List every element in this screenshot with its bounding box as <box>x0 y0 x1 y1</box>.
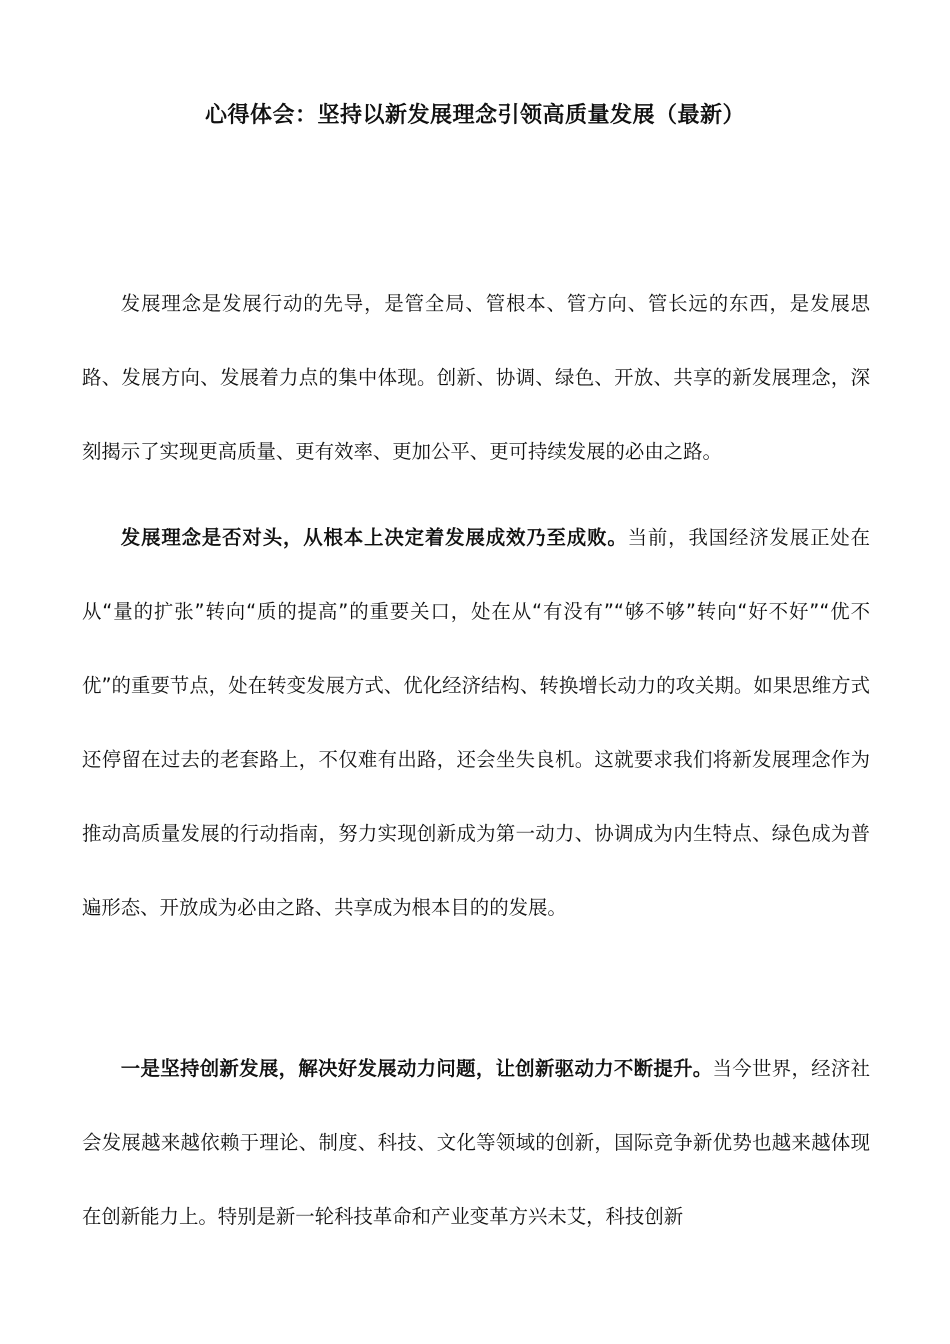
paragraph-2 <box>82 501 870 945</box>
paragraph-3-lead: 一是坚持创新发展，解决好发展动力问题，让创新驱动力不断提升。 <box>120 1057 713 1080</box>
paragraph-1-text: 发展理念是发展行动的先导，是管全局、管根本、管方向、管长远的东西，是发展思路、发展方向、发展着力点的集中体现。创新、协调、绿色、开放、共享的新发展理念，深刻揭示了实现更高质量、更有效率、更加公平、更可持续发展的必由之路。 <box>82 292 870 463</box>
paragraph-3 <box>82 1032 870 1254</box>
paragraph-1 <box>82 267 870 489</box>
paragraph-2-lead: 发展理念是否对头，从根本上决定着发展成效乃至成败。 <box>120 526 628 549</box>
paragraph-3-text: 当今世界，经济社会发展越来越依赖于理论、制度、科技、文化等领域的创新，国际竞争新优势也越来越体现在创新能力上。特别是新一轮科技革命和产业变革方兴未艾，科技创新 <box>82 1057 871 1228</box>
paragraph-2-text: 当前，我国经济发展正处在从“量的扩张”转向“质的提高”的重要关口，处在从“有没有”“够不够”转向“好不好”“优不优”的重要节点，处在转变发展方式、优化经济结构、转换增长动力的攻关期。如果思维方式还停留在过去的老套路上，不仅难有出路，还会坐失良机。这就要求我们将新发展理念作为推动高质量发展的行动指南，努力实现创新成为第一动力、协调成为内生特点、绿色成为普遍形态、开放成为必由之路、共享成为根本目的的发展。 <box>82 526 871 919</box>
document-title: 心得体会：坚持以新发展理念引领高质量发展（最新） <box>204 103 745 128</box>
